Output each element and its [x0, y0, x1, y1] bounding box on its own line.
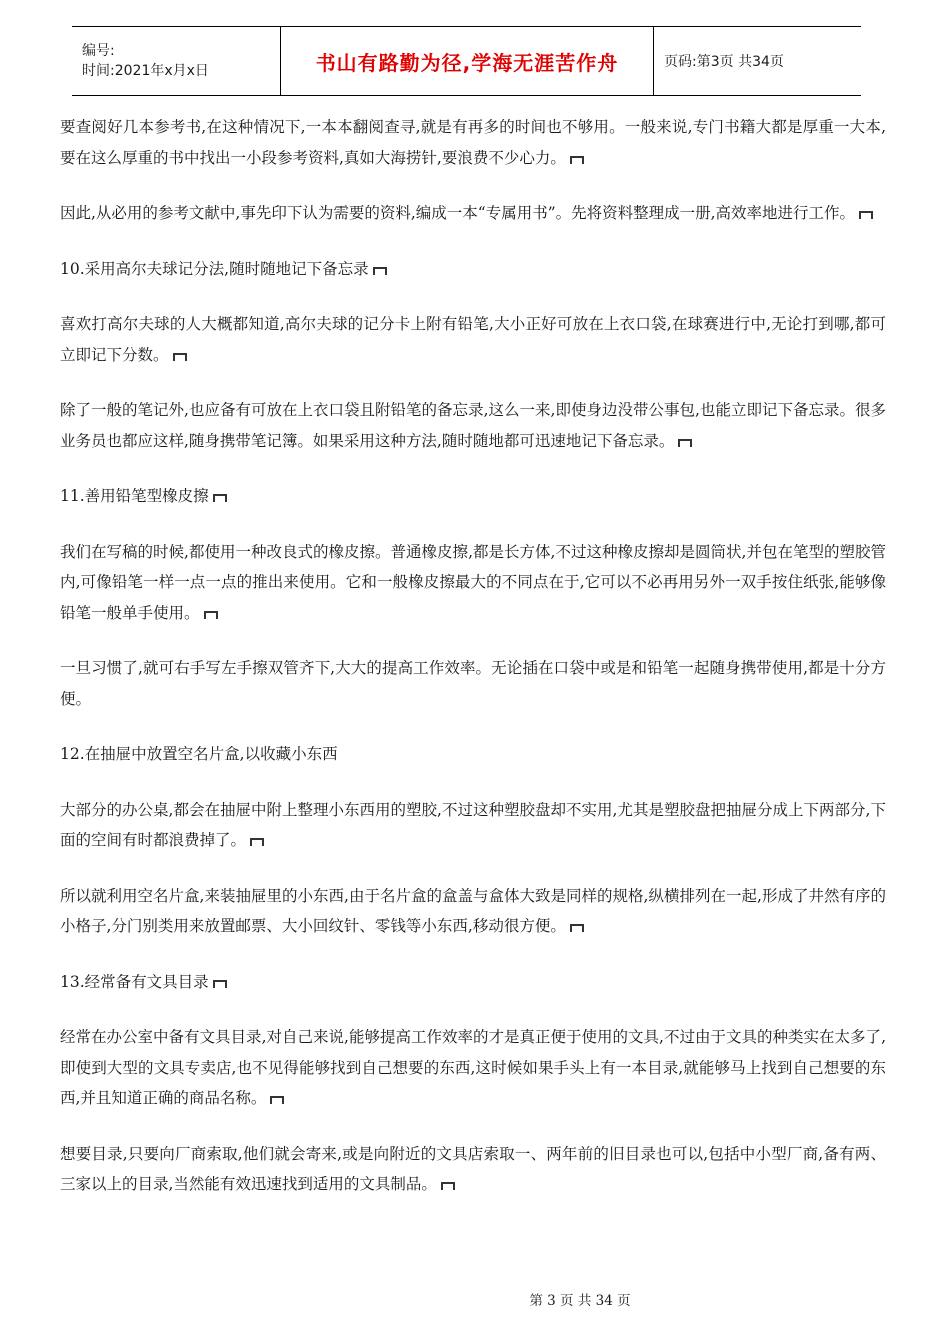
paragraph-text: 一旦习惯了,就可右手写左手擦双管齐下,大大的提高工作效率。无论插在口袋中或是和铅笔一起随身携带使用,都是十分方便。 — [60, 659, 886, 708]
header-meta — [72, 27, 281, 95]
paragraph-mark-icon — [173, 353, 187, 361]
paragraph-text: 因此,从必用的参考文献中,事先印下认为需要的资料,编成一本“专属用书”。先将资料整理成一册,高效率地进行工作。 — [60, 204, 856, 222]
section-heading — [60, 967, 886, 998]
paragraph-text: 要查阅好几本参考书,在这种情况下,一本本翻阅查寻,就是有再多的时间也不够用。一般来说,专门书籍大都是厚重一大本,要在这么厚重的书中找出一小段参考资料,真如大海捞针,要浪费不少心力。 — [60, 118, 886, 167]
paragraph-mark-icon — [270, 1096, 284, 1104]
body-paragraph — [60, 653, 886, 714]
page-header — [72, 26, 861, 96]
body-paragraph — [60, 309, 886, 370]
header-page-info — [654, 27, 861, 95]
body-paragraph — [60, 395, 886, 456]
paragraph-mark-icon — [441, 1182, 455, 1190]
paragraph-text: 除了一般的笔记外,也应备有可放在上衣口袋且附铅笔的备忘录,这么一来,即使身边没带公事包,也能立即记下备忘录。很多业务员也都应这样,随身携带笔记簿。如果采用这种方法,随时随地都可迅速地记下备忘录。 — [60, 401, 886, 450]
paragraph-text: 10.采用高尔夫球记分法,随时随地记下备忘录 — [60, 259, 369, 278]
body-paragraph — [60, 537, 886, 629]
document-number-label: 编号: — [82, 43, 115, 59]
document-time-label: 时间:2021年x月x日 — [82, 63, 209, 79]
paragraph-mark-icon — [859, 211, 873, 219]
paragraph-text: 11.善用铅笔型橡皮擦 — [60, 487, 209, 505]
section-heading — [60, 481, 886, 512]
paragraph-mark-icon — [570, 156, 584, 164]
footer-page-number: 第 3 页 共 34 页 — [529, 1293, 631, 1309]
body-paragraph — [60, 112, 886, 173]
paragraph-mark-icon — [213, 980, 227, 988]
paragraph-mark-icon — [373, 267, 387, 275]
body-paragraph — [60, 881, 886, 942]
paragraph-mark-icon — [204, 611, 218, 619]
paragraph-text: 经常在办公室中备有文具目录,对自己来说,能够提高工作效率的才是真正便于使用的文具,不过由于文具的种类实在太多了,即使到大型的文具专卖店,也不见得能够找到自己想要的东西,这时候如果手头上有一本目录,就能够马上找到自己想要的东西,并且知道正确的商品名称。 — [60, 1028, 886, 1107]
paragraph-mark-icon — [678, 439, 692, 447]
paragraph-mark-icon — [570, 924, 584, 932]
body-paragraph — [60, 1139, 886, 1200]
body-paragraph — [60, 795, 886, 856]
paragraph-text: 想要目录,只要向厂商索取,他们就会寄来,或是向附近的文具店索取一、两年前的旧目录也可以,包括中小型厂商,备有两、三家以上的目录,当然能有效迅速找到适用的文具制品。 — [60, 1144, 886, 1193]
section-heading — [60, 739, 886, 770]
section-heading — [60, 254, 886, 285]
document-body — [60, 112, 886, 1225]
page-number-label: 页码:第3页 共34页 — [664, 54, 784, 70]
paragraph-text: 喜欢打高尔夫球的人大概都知道,高尔夫球的记分卡上附有铅笔,大小正好可放在上衣口袋,在球赛进行中,无论打到哪,都可立即记下分数。 — [60, 315, 886, 364]
paragraph-text: 13.经常备有文具目录 — [60, 972, 209, 991]
paragraph-text: 我们在写稿的时候,都使用一种改良式的橡皮擦。普通橡皮擦,都是长方体,不过这种橡皮擦却是圆筒状,并包在笔型的塑胶管内,可像铅笔一样一点一点的推出来使用。它和一般橡皮擦最大的不同点在于,它可以不必再用另外一双手按住纸张,能够像铅笔一般单手使用。 — [60, 542, 886, 622]
paragraph-mark-icon — [250, 838, 264, 846]
header-motto — [281, 27, 654, 95]
body-paragraph — [60, 198, 886, 229]
paragraph-text: 12.在抽屉中放置空名片盒,以收藏小东西 — [60, 745, 338, 763]
paragraph-text: 所以就利用空名片盒,来装抽屉里的小东西,由于名片盒的盒盖与盒体大致是同样的规格,纵横排列在一起,形成了井然有序的小格子,分门别类用来放置邮票、大小回纹针、零钱等小东西,移动很方便。 — [60, 886, 886, 935]
body-paragraph — [60, 1022, 886, 1114]
page-footer — [0, 1289, 950, 1309]
motto-text: 书山有路勤为径,学海无涯苦作舟 — [315, 50, 619, 75]
paragraph-mark-icon — [213, 494, 227, 502]
paragraph-text: 大部分的办公桌,都会在抽屉中附上整理小东西用的塑胶,不过这种塑胶盘却不实用,尤其是塑胶盘把抽屉分成上下两部分,下面的空间有时都浪费掉了。 — [60, 800, 886, 849]
